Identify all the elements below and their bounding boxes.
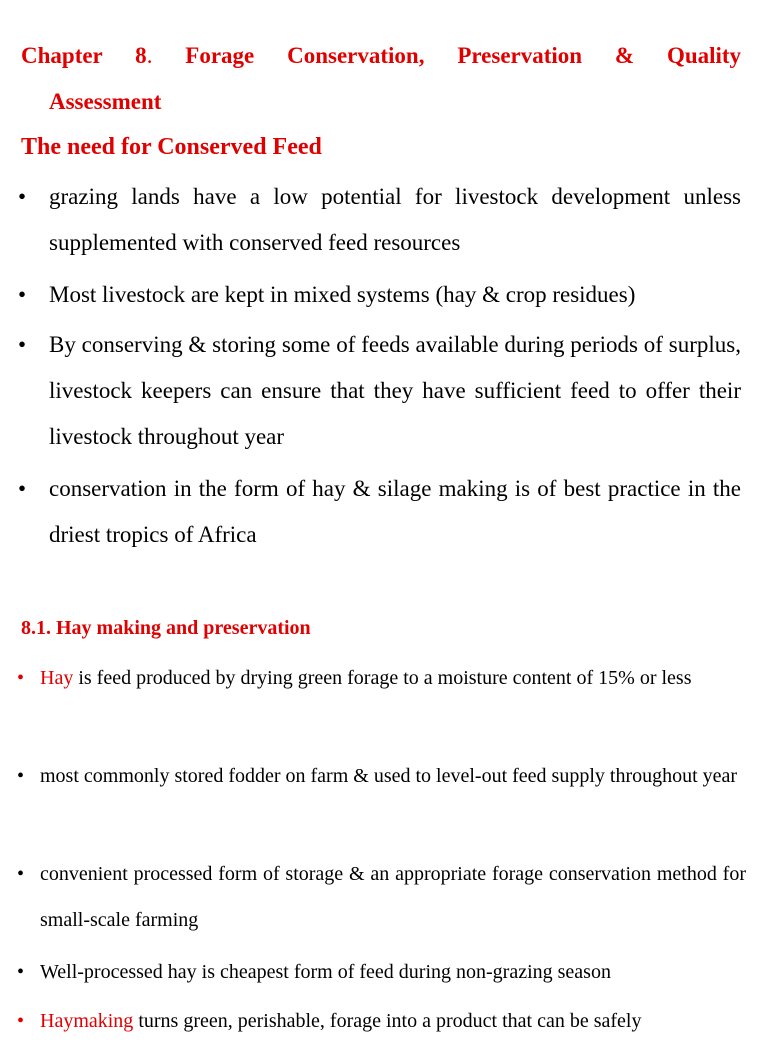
list-item-text: Well-processed hay is cheapest form of feed during non-grazing season	[40, 961, 611, 983]
bullet-icon: •	[17, 1010, 25, 1032]
bullet-icon: •	[18, 184, 27, 209]
chapter-title-word: &	[614, 43, 635, 68]
section-heading-hay: 8.1. Hay making and preservation	[21, 617, 311, 639]
list-item-text: Hay is feed produced by drying green forage to a moisture content of 15% or less	[40, 667, 692, 689]
list-item	[0, 949, 746, 995]
list-item	[0, 272, 741, 318]
list-item-text: convenient processed form of storage & an appropriate forage conservation method for small-scale farming	[40, 863, 746, 931]
list-item-text: Haymaking turns green, perishable, forage into a product that can be safely	[40, 1010, 642, 1032]
chapter-title-word: Conservation,	[287, 43, 425, 68]
bullet-icon: •	[17, 667, 25, 689]
chapter-title-word: Preservation	[457, 43, 583, 68]
chapter-number: Chapter 8.	[21, 43, 153, 68]
bullet-icon: •	[18, 282, 27, 307]
list-item	[0, 174, 741, 266]
chapter-title	[21, 33, 741, 79]
term-hay: Hay	[40, 667, 74, 689]
chapter-title-word: Forage	[185, 43, 255, 68]
section-heading-need: The need for Conserved Feed	[21, 134, 322, 160]
bullet-icon: •	[17, 765, 25, 787]
bullet-icon: •	[18, 332, 27, 357]
list-item-text: By conserving & storing some of feeds available during periods of surplus, livestock keepers can ensure that they have sufficient feed to offer their livestock throughout year	[49, 332, 741, 449]
list-item	[0, 998, 746, 1044]
list-item-text: grazing lands have a low potential for livestock development unless supplemented with conserved feed resources	[49, 184, 741, 255]
term-haymaking: Haymaking	[40, 1010, 134, 1032]
list-item	[0, 466, 741, 558]
list-item-text: most commonly stored fodder on farm & used to level-out feed supply throughout year	[40, 765, 738, 787]
bullet-icon: •	[17, 863, 25, 885]
list-item	[0, 753, 746, 799]
list-item	[0, 851, 746, 943]
list-item-text: Most livestock are kept in mixed systems (hay & crop residues)	[49, 282, 636, 307]
list-item-text: conservation in the form of hay & silage making is of best practice in the driest tropics of Africa	[49, 476, 741, 547]
chapter-title-word: Quality	[666, 43, 742, 68]
bullet-icon: •	[17, 961, 25, 983]
bullet-icon: •	[18, 476, 27, 501]
list-item	[0, 322, 741, 460]
list-item	[0, 655, 746, 701]
chapter-title-continued: Assessment	[49, 89, 162, 114]
